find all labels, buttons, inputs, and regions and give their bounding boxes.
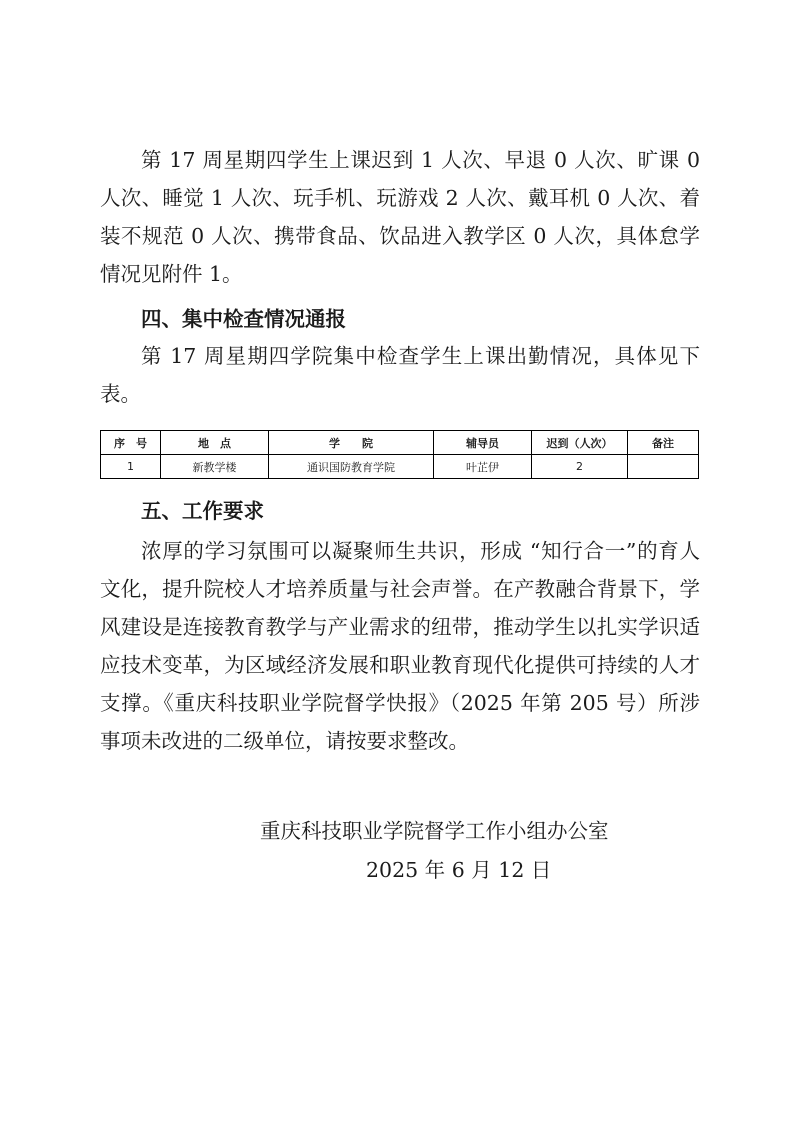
- inspection-table: [100, 430, 699, 479]
- header-location: 地 点: [161, 431, 269, 455]
- cell-counselor: 叶芷伊: [434, 455, 532, 479]
- section4-heading: 四、集中检查情况通报: [141, 307, 346, 331]
- cell-index: 1: [101, 455, 161, 479]
- section3-paragraph: 第 17 周星期四学生上课迟到 1 人次、早退 0 人次、旷课 0 人次、睡觉 1 人次、玩手机、玩游戏 2 人次、戴耳机 0 人次、着装不规范 0 人次、携带食品、饮品进入教学区 0 人次，具体怠学情况见附件 1。: [100, 148, 700, 286]
- header-college: 学 院: [269, 431, 434, 455]
- table-row: [101, 455, 699, 479]
- header-late-count: 迟到（人次）: [532, 431, 628, 455]
- cell-remarks: [628, 455, 699, 479]
- section5-paragraph: 浓厚的学习氛围可以凝聚师生共识，形成 “知行合一”的育人文化，提升院校人才培养质量与社会声誉。在产教融合背景下，学风建设是连接教育教学与产业需求的纽带，推动学生以扎实学识适应技术变革，为区域经济发展和职业教育现代化提供可持续的人才支撑。《重庆科技职业学院督学快报》（2025 年第 205 号）所涉事项未改进的二级单位，请按要求整改。: [100, 539, 700, 753]
- section4-paragraph: 第 17 周星期四学院集中检查学生上课出勤情况，具体见下表。: [100, 344, 700, 406]
- signature-org: 重庆科技职业学院督学工作小组办公室: [260, 819, 609, 843]
- cell-late-count: 2: [532, 455, 628, 479]
- header-counselor: 辅导员: [434, 431, 532, 455]
- section5-heading: 五、工作要求: [141, 499, 264, 523]
- header-index: 序 号: [101, 431, 161, 455]
- table-header-row: [101, 431, 699, 455]
- signature-date: 2025 年 6 月 12 日: [366, 858, 552, 882]
- header-remarks: 备注: [628, 431, 699, 455]
- cell-college: 通识国防教育学院: [269, 455, 434, 479]
- cell-location: 新教学楼: [161, 455, 269, 479]
